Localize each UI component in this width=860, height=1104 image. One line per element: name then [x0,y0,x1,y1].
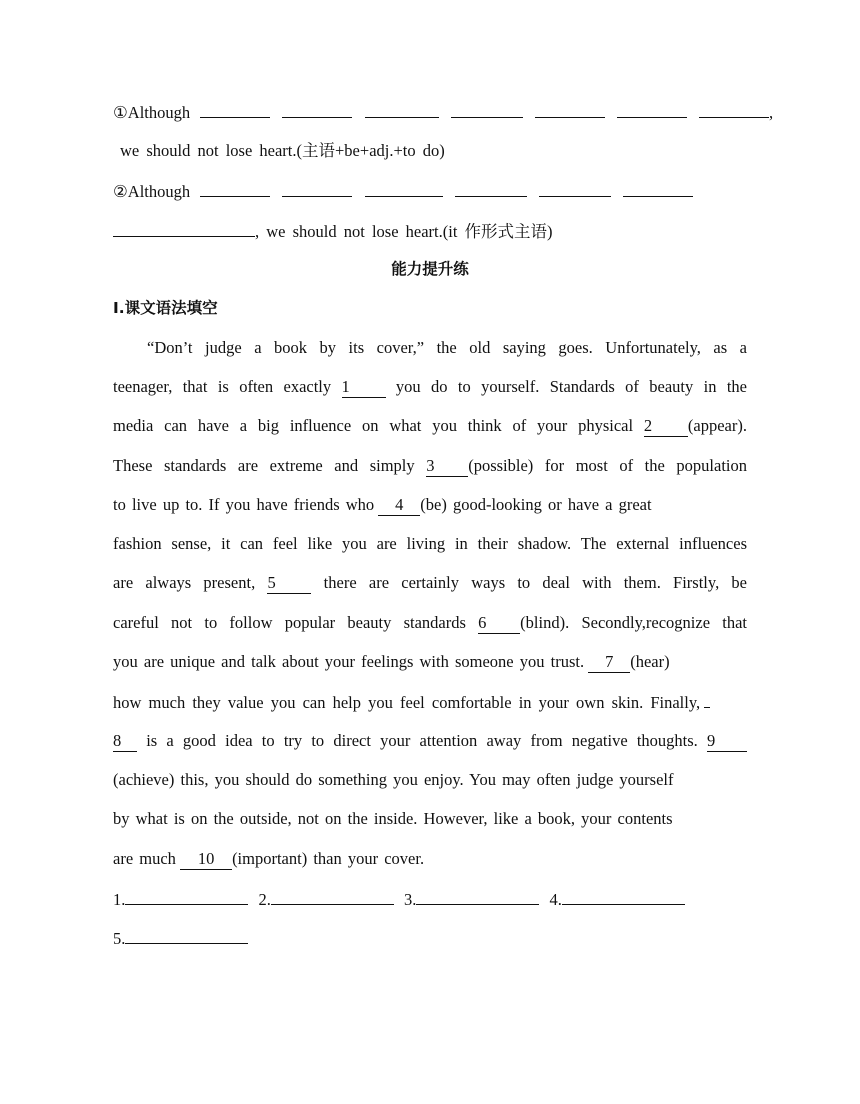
answer-row [113,886,747,910]
answer-label: 3. [404,890,417,909]
blank-6[interactable]: 6 [478,613,520,634]
answer-row [113,925,747,949]
passage-line [113,729,747,753]
answer-1-field[interactable] [125,886,248,905]
q2-blank[interactable] [623,178,693,197]
q2-line2 [113,218,747,242]
passage-text: media can have a big influence on what you think of your physical [113,416,634,435]
blank-5[interactable]: 5 [267,573,311,594]
passage-line [113,807,730,831]
passage-text: (achieve) this, you should do something you enjoy. You may often judge yourself [113,770,674,789]
passage-line [113,375,747,399]
q1-blank[interactable] [365,99,439,118]
passage-text: (important) than your cover. [232,849,425,868]
blank-7[interactable]: 7 [588,652,630,673]
answer-label: 5. [113,929,126,948]
passage-text: are always present, [113,573,256,592]
q1-blank[interactable] [200,99,270,118]
passage-line [113,611,747,635]
passage-line [113,454,747,478]
answer-label: 4. [549,890,562,909]
q1-blank[interactable] [699,99,769,118]
q2-prefix: ②Although [113,182,191,201]
q2-line1 [113,178,747,202]
blank-4[interactable]: 4 [378,495,420,516]
passage-line [113,768,730,792]
passage-text: you are unique and talk about your feelings with someone you trust. [113,652,585,671]
passage-text: These standards are extreme and simply [113,456,415,475]
passage-text: “Don’t judge a book by its cover,” the old saying goes. Unfortunately, as a [147,338,747,357]
answer-3-field[interactable] [416,886,539,905]
passage-line [113,689,747,713]
q1-blank[interactable] [617,99,687,118]
passage-text: (blind). Secondly,recognize that [520,613,748,632]
passage-text: are much [113,849,176,868]
passage-text: (hear) [630,652,670,671]
q1-prefix: ①Although [113,103,191,122]
q2-blank[interactable] [282,178,352,197]
passage-text: is a good idea to try to direct your attention away from negative thoughts. [146,731,698,750]
q2-blank[interactable] [200,178,270,197]
q1-blank[interactable] [451,99,523,118]
q1-blank[interactable] [282,99,352,118]
passage-text: (possible) for most of the population [468,456,747,475]
q1-line1 [113,99,774,123]
passage-line [113,414,747,438]
blank-3[interactable]: 3 [426,456,468,477]
passage-text: you do to yourself. Standards of beauty in the [395,377,748,396]
blank-1[interactable]: 1 [342,377,386,398]
passage-text: there are certainly ways to deal with them. Firstly, be [323,573,748,592]
passage-text: to live up to. If you have friends who [113,495,375,514]
q1-line2 [120,139,747,163]
answer-5-field[interactable] [125,925,248,944]
passage-text: how much they value you can help you feel comfortable in your own skin. Finally, [113,693,701,712]
blank-10[interactable]: 10 [180,849,232,870]
passage-text: fashion sense, it can feel like you are living in their shadow. The external influences [113,534,747,553]
q2-blank[interactable] [113,218,255,237]
passage-line [147,336,747,360]
passage-line [113,571,747,595]
passage-text: (be) good-looking or have a great [420,495,652,514]
answer-2-field[interactable] [271,886,394,905]
passage-text: teenager, that is often exactly [113,377,332,396]
q1-comma: , [769,103,774,122]
answer-4-field[interactable] [562,886,685,905]
answer-label: 1. [113,890,126,909]
blank-8[interactable]: 8 [113,731,137,752]
passage-text: (appear). [687,416,747,435]
passage-line [113,650,740,674]
blank-9[interactable]: 9 [707,731,747,752]
passage-text: careful not to follow popular beauty standards [113,613,466,632]
part-title-text: Ⅰ.课文语法填空 [113,299,218,317]
part-title [113,296,747,320]
q2-blank[interactable] [539,178,611,197]
passage-line [113,532,747,556]
section-title: 能力提升练 [391,260,469,278]
blank-8-lead [704,689,710,708]
q1-blank[interactable] [535,99,605,118]
blank-2[interactable]: 2 [644,416,688,437]
q1-line2-text: we should not lose heart.(主语+be+adj.+to do) [120,141,445,160]
passage-text: by what is on the outside, not on the inside. However, like a book, your contents [113,809,673,828]
q2-blank[interactable] [455,178,527,197]
q2-line2-suffix: , we should not lose heart.(it 作形式主语) [255,222,553,241]
passage-line [113,493,660,517]
q2-blank[interactable] [365,178,443,197]
answer-label: 2. [258,890,271,909]
passage-line [113,847,747,871]
